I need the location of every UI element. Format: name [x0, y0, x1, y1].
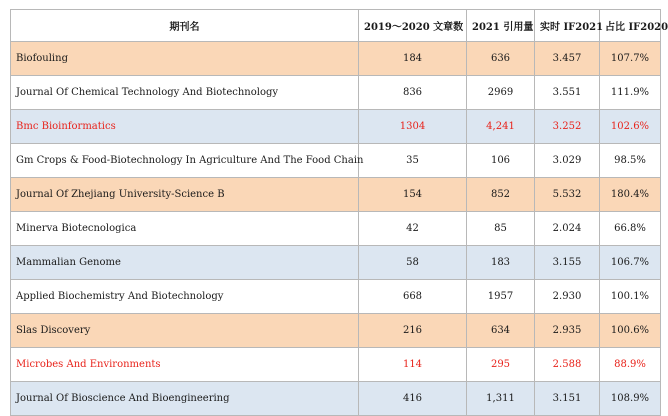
journal-name: Gm Crops & Food-Biotechnology In Agriculture And The Food Chain — [11, 144, 359, 178]
journal-name: Bmc Bioinformatics — [11, 110, 359, 144]
ratio-value: 98.5% — [600, 144, 661, 178]
ratio-value: 88.9% — [600, 348, 661, 382]
journal-name: Biofouling — [11, 42, 359, 76]
table-row — [11, 178, 661, 212]
header-if2021: 实时 IF2021 — [535, 10, 600, 42]
if2021-value: 2.930 — [535, 280, 600, 314]
articles-count: 58 — [359, 246, 467, 280]
table-row — [11, 246, 661, 280]
articles-count: 1304 — [359, 110, 467, 144]
table-row — [11, 314, 661, 348]
journal-name: Slas Discovery — [11, 314, 359, 348]
articles-count: 416 — [359, 382, 467, 416]
journal-name: Microbes And Environments — [11, 348, 359, 382]
if2021-value: 2.024 — [535, 212, 600, 246]
ratio-value: 180.4% — [600, 178, 661, 212]
citations-count: 1,311 — [467, 382, 535, 416]
journal-name: Applied Biochemistry And Biotechnology — [11, 280, 359, 314]
articles-count: 184 — [359, 42, 467, 76]
articles-count: 42 — [359, 212, 467, 246]
table-row — [11, 382, 661, 416]
if2021-value: 3.252 — [535, 110, 600, 144]
citations-count: 636 — [467, 42, 535, 76]
journal-name: Journal Of Chemical Technology And Biotechnology — [11, 76, 359, 110]
citations-count: 183 — [467, 246, 535, 280]
articles-count: 216 — [359, 314, 467, 348]
ratio-value: 66.8% — [600, 212, 661, 246]
citations-count: 2969 — [467, 76, 535, 110]
ratio-value: 100.6% — [600, 314, 661, 348]
if2021-value: 2.588 — [535, 348, 600, 382]
articles-count: 668 — [359, 280, 467, 314]
table-row — [11, 212, 661, 246]
if2021-value: 5.532 — [535, 178, 600, 212]
citations-count: 106 — [467, 144, 535, 178]
citations-count: 1957 — [467, 280, 535, 314]
table-row — [11, 348, 661, 382]
table-row — [11, 144, 661, 178]
table-row — [11, 76, 661, 110]
citations-count: 852 — [467, 178, 535, 212]
if2021-value: 3.029 — [535, 144, 600, 178]
table-header-row — [11, 10, 661, 42]
table-row — [11, 280, 661, 314]
ratio-value: 107.7% — [600, 42, 661, 76]
citations-count: 634 — [467, 314, 535, 348]
if2021-value: 3.457 — [535, 42, 600, 76]
table-row — [11, 42, 661, 76]
if2021-value: 3.551 — [535, 76, 600, 110]
articles-count: 836 — [359, 76, 467, 110]
articles-count: 154 — [359, 178, 467, 212]
header-journal-name: 期刊名 — [11, 10, 359, 42]
ratio-value: 100.1% — [600, 280, 661, 314]
articles-count: 114 — [359, 348, 467, 382]
citations-count: 4,241 — [467, 110, 535, 144]
if2021-value: 3.155 — [535, 246, 600, 280]
citations-count: 85 — [467, 212, 535, 246]
header-ratio: 占比 IF2020 — [600, 10, 661, 42]
ratio-value: 102.6% — [600, 110, 661, 144]
ratio-value: 111.9% — [600, 76, 661, 110]
if2021-value: 3.151 — [535, 382, 600, 416]
header-citations: 2021 引用量 — [467, 10, 535, 42]
if2021-value: 2.935 — [535, 314, 600, 348]
articles-count: 35 — [359, 144, 467, 178]
journal-name: Journal Of Bioscience And Bioengineering — [11, 382, 359, 416]
journal-name: Mammalian Genome — [11, 246, 359, 280]
journal-name: Journal Of Zhejiang University-Science B — [11, 178, 359, 212]
ratio-value: 106.7% — [600, 246, 661, 280]
citations-count: 295 — [467, 348, 535, 382]
journal-name: Minerva Biotecnologica — [11, 212, 359, 246]
ratio-value: 108.9% — [600, 382, 661, 416]
header-articles: 2019～2020 文章数 — [359, 10, 467, 42]
table-row — [11, 110, 661, 144]
journal-table — [10, 9, 668, 416]
